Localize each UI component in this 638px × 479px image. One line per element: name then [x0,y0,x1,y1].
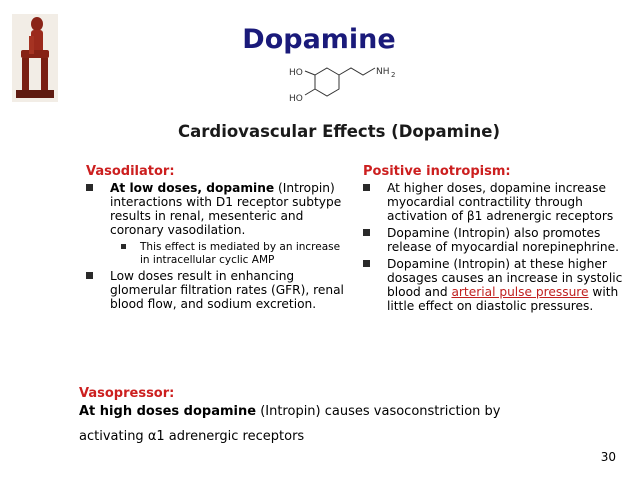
slide-title: Dopamine [242,24,396,55]
low-dose-bold: At low doses, dopamine [110,181,275,195]
list-item [363,257,631,313]
vasodilator-heading: Vasodilator: [86,164,175,179]
ho-top-label: HO [289,68,303,78]
dopamine-structure [283,62,403,110]
slide-subtitle: Cardiovascular Effects (Dopamine) [178,122,500,141]
page-number: 30 [600,450,616,464]
nh2-label: NH [376,67,390,77]
vasopressor-heading: Vasopressor: [79,386,175,401]
bullet-square-icon [363,229,370,236]
list-item [363,226,631,254]
ho-bottom-label: HO [289,94,303,104]
bullet-square-icon [363,260,370,267]
list-item [86,181,348,266]
bullet-square-icon [363,184,370,191]
alpha1-line: activating α1 adrenergic receptors [79,429,305,444]
vasodilator-column [86,164,348,314]
nh2-subscript: 2 [391,71,396,79]
bullet-square-icon [86,184,93,191]
low-dose-text: (Intropin) interactions with D1 receptor subtype results in renal, mesenteric and coronary vasodilation. [110,181,342,237]
bullet-square-icon [121,244,126,249]
contractility-text: At higher doses, dopamine increase myocardial contractility through activation of β1 adrenergic receptors [387,181,614,223]
arterial-pulse-pressure-link[interactable]: arterial pulse pressure [451,285,589,299]
vasopressor-section [79,386,619,444]
high-dose-bold: At high doses dopamine [79,404,257,419]
list-item [86,269,348,311]
norepinephrine-text: Dopamine (Intropin) also promotes release of myocardial norepinephrine. [387,226,620,254]
bullet-square-icon [86,272,93,279]
list-item [363,181,631,223]
cyclic-amp-text: This effect is mediated by an increase in intracellular cyclic AMP [140,241,341,266]
pulse-pressure-after: with little effect on diastolic pressures. [387,285,619,313]
inotropism-column [363,164,631,316]
inotropism-heading: Positive inotropism: [363,164,511,179]
gfr-text: Low doses result in enhancing glomerular filtration rates (GFR), renal blood flow, and sodium excretion. [110,269,344,311]
vasoconstriction-text: (Intropin) causes vasoconstriction by [260,404,501,419]
pulse-pressure-before: Dopamine (Intropin) at these higher dosages causes an increase in systolic blood and [387,257,623,299]
vasopressor-line [79,404,619,419]
list-item [110,241,348,266]
